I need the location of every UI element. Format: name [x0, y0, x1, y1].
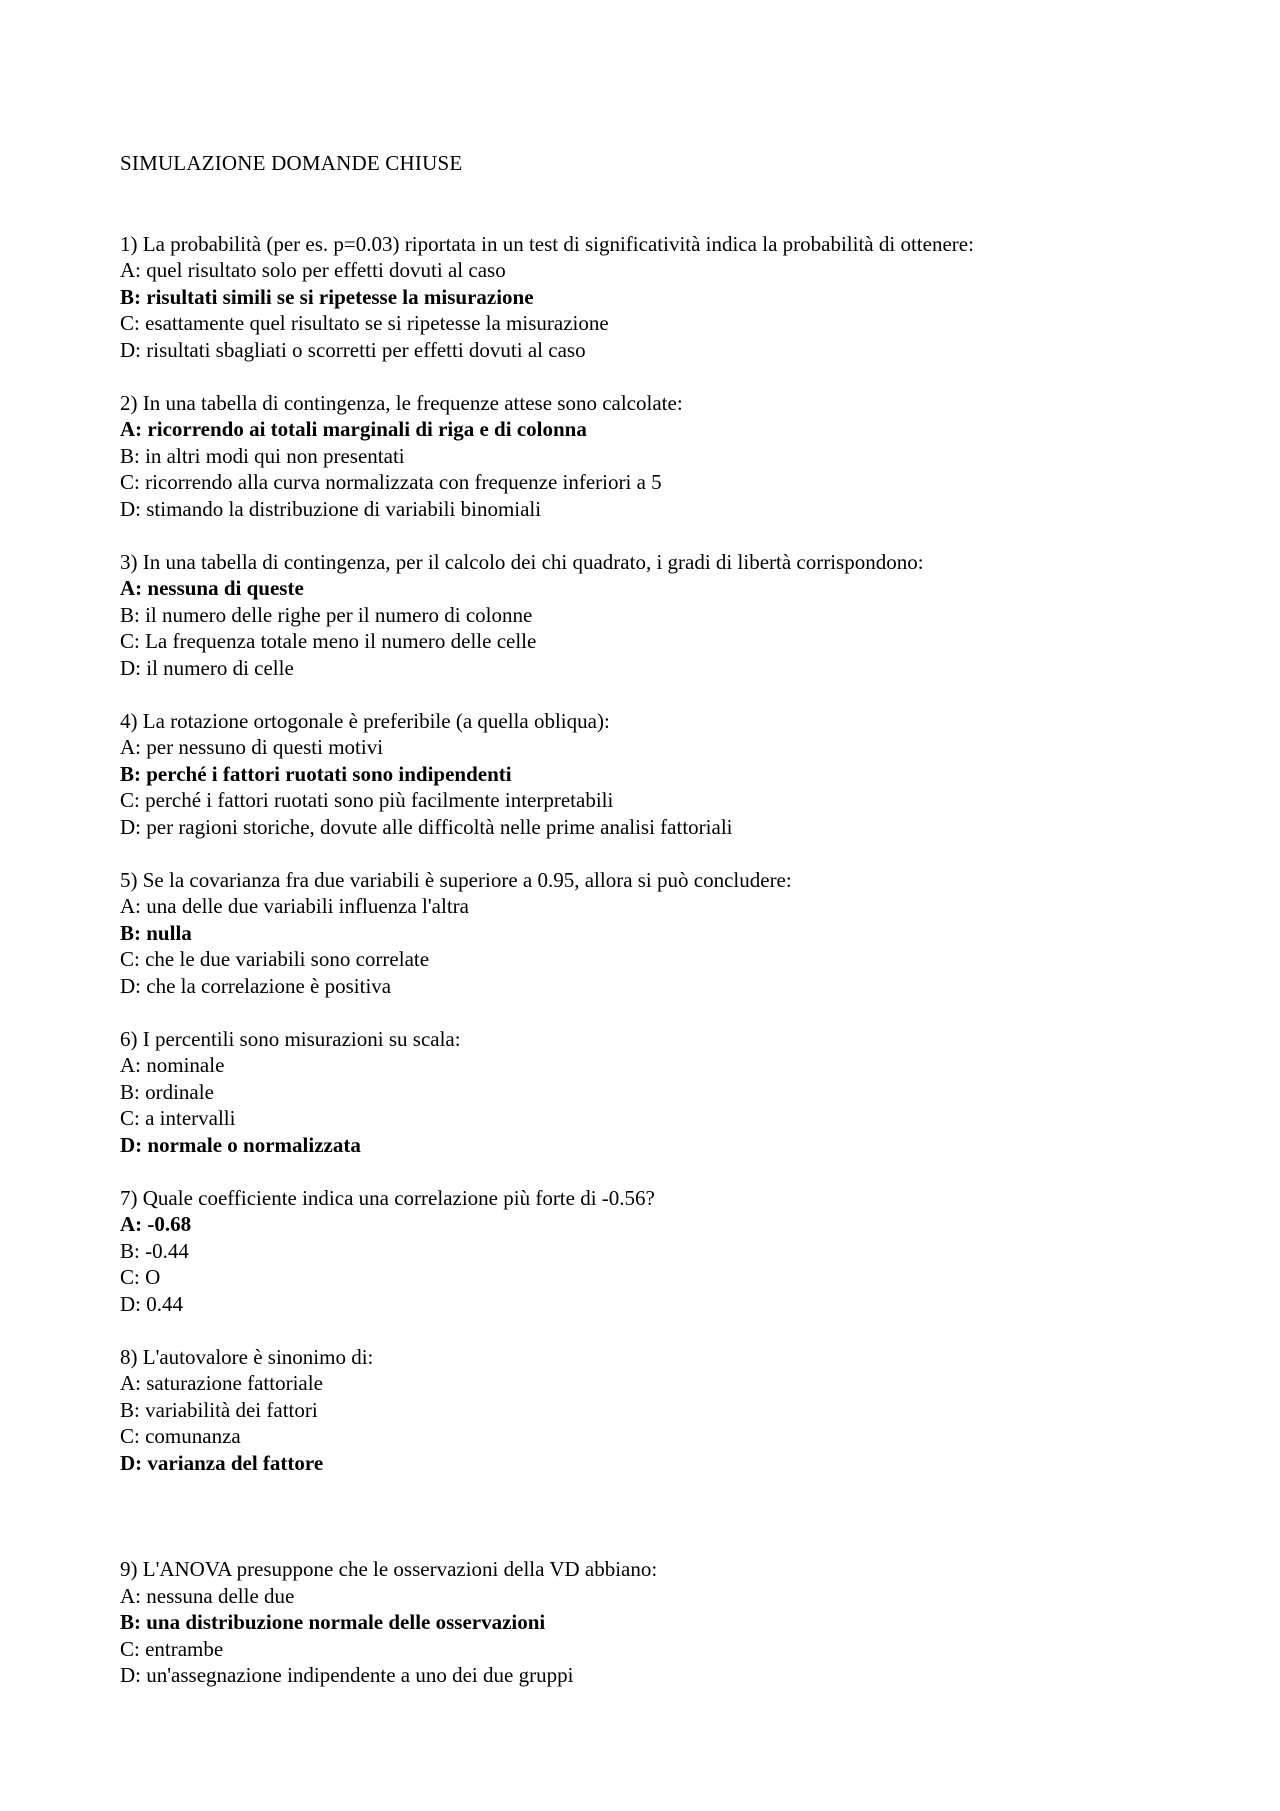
option-a-correct: A: ricorrendo ai totali marginali di riga e di colonna	[120, 417, 587, 441]
option-a-correct: A: -0.68	[120, 1212, 192, 1236]
option-b: B: -0.44	[120, 1238, 189, 1263]
option-a: A: per nessuno di questi motivi	[120, 735, 384, 759]
question-text: 6) I percentili sono misurazioni su scala:	[120, 1026, 461, 1051]
option-d: D: per ragioni storiche, dovute alle difficoltà nelle prime analisi fattoriali	[120, 814, 733, 839]
question-text: 7) Quale coefficiente indica una correlazione più forte di -0.56?	[120, 1185, 655, 1210]
document-page	[120, 150, 1220, 1715]
option-d: D: 0.44	[120, 1291, 183, 1316]
question-text: 2) In una tabella di contingenza, le frequenze attese sono calcolate:	[120, 390, 683, 415]
question-4	[120, 708, 1220, 841]
option-c: C: comunanza	[120, 1424, 241, 1448]
option-d: D: che la correlazione è positiva	[120, 973, 392, 998]
option-c: C: perché i fattori ruotati sono più facilmente interpretabili	[120, 788, 614, 812]
question-text: 4) La rotazione ortogonale è preferibile (a quella obliqua):	[120, 708, 610, 733]
option-c: C: esattamente quel risultato se si ripetesse la misurazione	[120, 311, 609, 335]
question-3	[120, 549, 1220, 682]
option-b: B: il numero delle righe per il numero di colonne	[120, 602, 533, 627]
question-8	[120, 1344, 1220, 1477]
option-b: B: variabilità dei fattori	[120, 1397, 318, 1422]
option-b-correct: B: risultati simili se si ripetesse la misurazione	[120, 284, 534, 309]
question-2	[120, 390, 1220, 523]
question-text: 1) La probabilità (per es. p=0.03) riportata in un test di significatività indica la probabilità di ottenere:	[120, 231, 974, 256]
option-a: A: saturazione fattoriale	[120, 1371, 323, 1395]
option-b-correct: B: nulla	[120, 920, 192, 945]
option-a: A: nominale	[120, 1053, 225, 1077]
option-b-correct: B: una distribuzione normale delle osservazioni	[120, 1610, 546, 1634]
option-c: C: entrambe	[120, 1636, 224, 1661]
option-c: C: La frequenza totale meno il numero delle celle	[120, 629, 537, 653]
option-b-correct: B: perché i fattori ruotati sono indipendenti	[120, 761, 512, 786]
option-d: D: un'assegnazione indipendente a uno dei due gruppi	[120, 1663, 574, 1687]
option-c: C: ricorrendo alla curva normalizzata con frequenze inferiori a 5	[120, 470, 662, 494]
option-d: D: risultati sbagliati o scorretti per effetti dovuti al caso	[120, 337, 586, 362]
option-d-correct: D: normale o normalizzata	[120, 1132, 361, 1157]
question-7	[120, 1185, 1220, 1318]
option-d: D: il numero di celle	[120, 655, 294, 680]
option-d: D: stimando la distribuzione di variabili binomiali	[120, 496, 542, 521]
question-1	[120, 231, 1220, 364]
question-6	[120, 1026, 1220, 1159]
document-title: SIMULAZIONE DOMANDE CHIUSE	[120, 151, 463, 175]
question-text: 3) In una tabella di contingenza, per il calcolo dei chi quadrato, i gradi di libertà corrispondono:	[120, 549, 924, 574]
option-b: B: ordinale	[120, 1079, 214, 1104]
option-c: C: che le due variabili sono correlate	[120, 947, 430, 971]
option-a: A: nessuna delle due	[120, 1583, 295, 1608]
option-a-correct: A: nessuna di queste	[120, 576, 304, 600]
option-d-correct: D: varianza del fattore	[120, 1450, 324, 1475]
option-c: C: O	[120, 1265, 161, 1289]
option-a: A: quel risultato solo per effetti dovuti al caso	[120, 258, 506, 282]
option-c: C: a intervalli	[120, 1106, 236, 1130]
option-a: A: una delle due variabili influenza l'altra	[120, 894, 469, 918]
question-text: 9) L'ANOVA presuppone che le osservazioni della VD abbiano:	[120, 1557, 658, 1581]
question-text: 8) L'autovalore è sinonimo di:	[120, 1344, 374, 1369]
question-5	[120, 867, 1220, 1000]
question-text: 5) Se la covarianza fra due variabili è superiore a 0.95, allora si può concludere:	[120, 867, 792, 892]
option-b: B: in altri modi qui non presentati	[120, 443, 405, 468]
question-9	[120, 1556, 1220, 1689]
